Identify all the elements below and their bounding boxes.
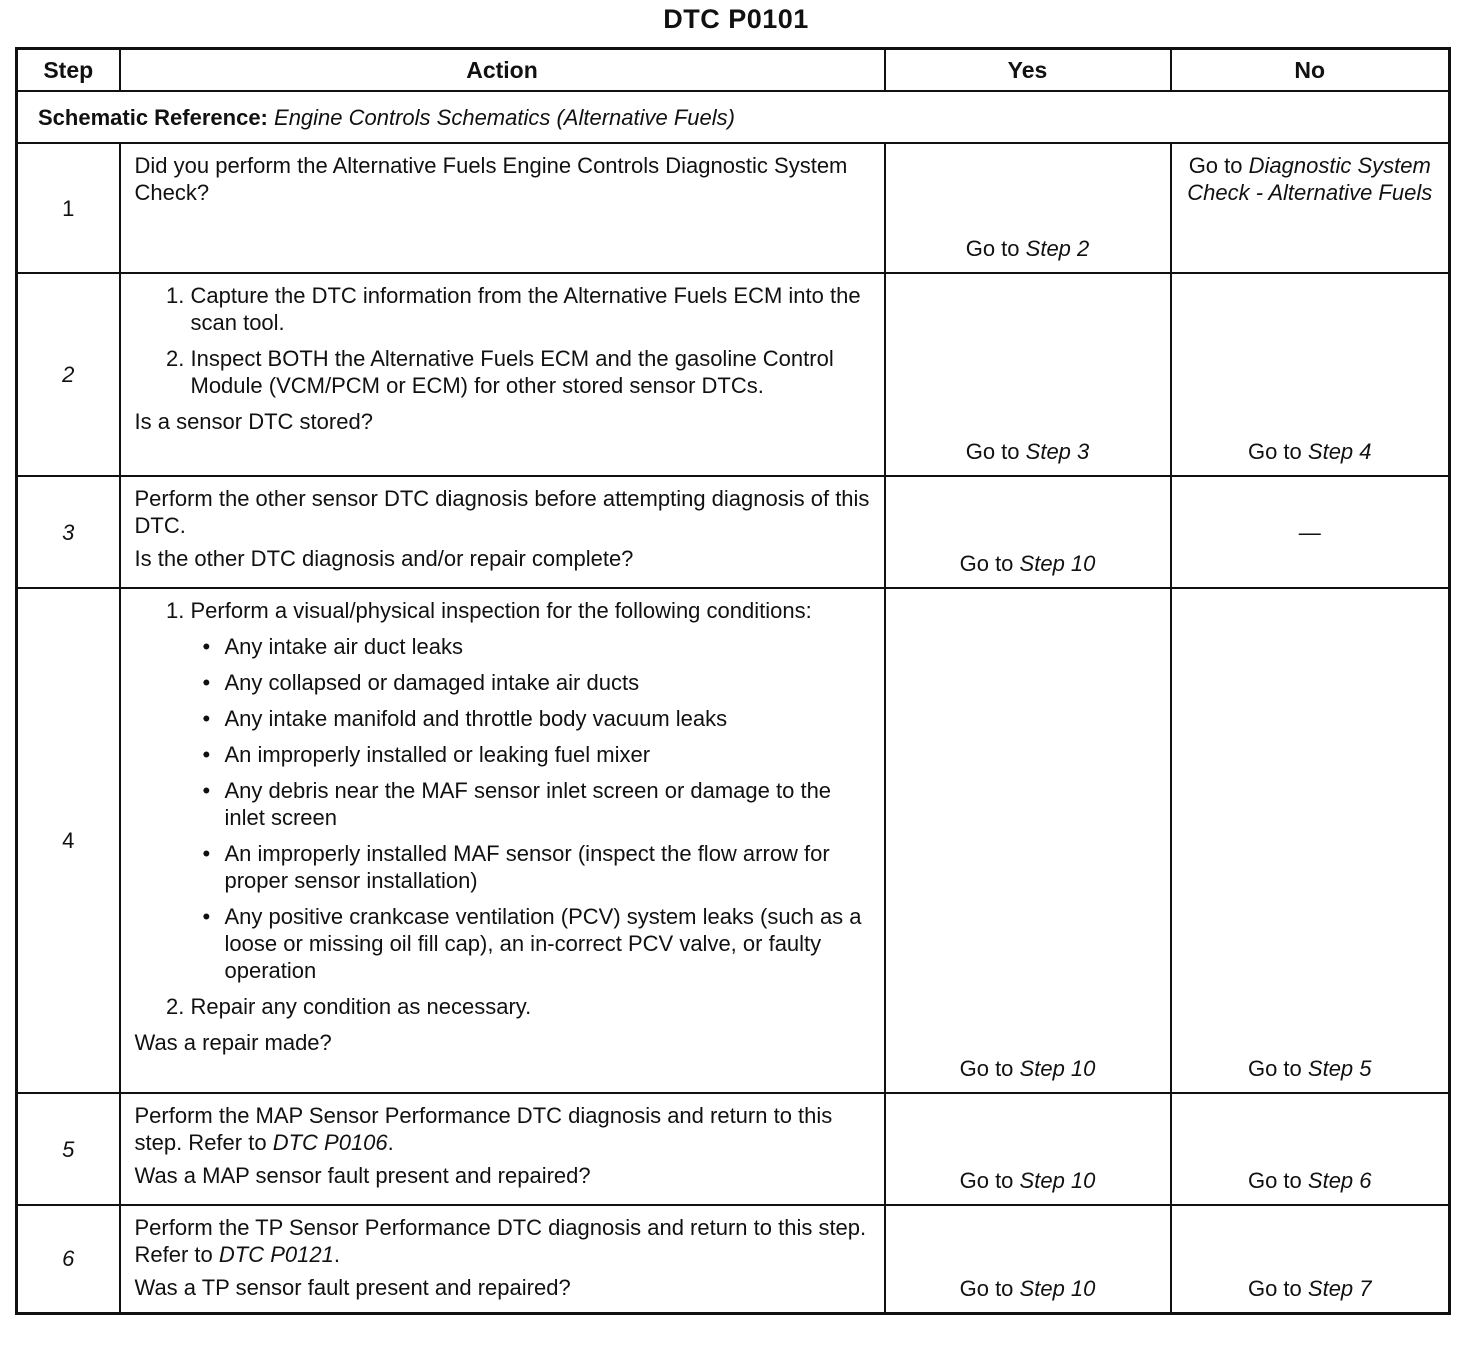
yes-link[interactable]: Step 2	[1025, 236, 1090, 261]
yes-link[interactable]: Step 10	[1019, 1168, 1096, 1193]
action-body: Perform the MAP Sensor Performance DTC diagnosis and return to this step. Refer to	[134, 1103, 833, 1155]
action-text	[135, 1214, 872, 1268]
action-item: 2. Inspect BOTH the Alternative Fuels ECM and the gasoline Control Module (VCM/PCM or ECM) for other stored sensor DTCs.	[191, 345, 872, 399]
diagnostic-table	[15, 47, 1451, 1315]
no-link[interactable]: Step 6	[1307, 1168, 1372, 1193]
condition-list	[191, 633, 872, 984]
condition-item: • An improperly installed MAF sensor (inspect the flow arrow for proper sensor installation)	[225, 840, 872, 894]
yes-link[interactable]: Step 10	[1019, 1056, 1096, 1081]
condition-item: • Any debris near the MAF sensor inlet screen or damage to the inlet screen	[225, 777, 872, 831]
goto-text: Go to	[965, 236, 1020, 261]
goto-text: Go to	[959, 551, 1014, 576]
no-cell	[1171, 1205, 1450, 1313]
table-row	[17, 588, 1450, 1093]
condition-item: • Any intake manifold and throttle body vacuum leaks	[225, 705, 872, 732]
action-text	[135, 1102, 872, 1156]
step-number: 4	[17, 588, 120, 1093]
page-title: DTC P0101	[663, 4, 809, 34]
yes-link[interactable]: Step 10	[1019, 551, 1096, 576]
action-item: 1. Capture the DTC information from the Alternative Fuels ECM into the scan tool.	[191, 282, 872, 336]
step-number: 3	[17, 476, 120, 588]
yes-cell	[885, 1205, 1171, 1313]
schematic-row	[17, 91, 1450, 143]
action-cell	[120, 143, 885, 273]
schematic-link[interactable]: Engine Controls Schematics (Alternative Fuels)	[274, 104, 735, 130]
action-cell	[120, 1205, 885, 1313]
question-text: Was a TP sensor fault present and repaired?	[134, 1275, 571, 1300]
schematic-label: Schematic Reference:	[38, 104, 268, 130]
yes-cell	[885, 476, 1171, 588]
action-list	[135, 282, 872, 399]
goto-text: Go to	[965, 439, 1020, 464]
step-number: 6	[17, 1205, 120, 1313]
goto-text: Go to	[1247, 439, 1302, 464]
reference-link[interactable]: DTC P0106	[272, 1130, 388, 1155]
no-cell	[1171, 143, 1450, 273]
yes-link[interactable]: Step 10	[1019, 1275, 1096, 1301]
header-action: Action	[120, 49, 885, 92]
no-link[interactable]: Step 7	[1307, 1275, 1372, 1301]
period: .	[333, 1242, 340, 1267]
action-cell	[120, 476, 885, 588]
condition-item: • Any positive crankcase ventilation (PCV) system leaks (such as a loose or missing oil fill cap), an in-correct PCV valve, or faulty operation	[225, 903, 872, 984]
yes-link[interactable]: Step 3	[1025, 439, 1090, 464]
no-link[interactable]: Step 5	[1307, 1056, 1372, 1081]
action-item	[191, 597, 872, 984]
goto-text: Go to	[959, 1275, 1014, 1301]
yes-cell	[885, 588, 1171, 1093]
question-text: Is the other DTC diagnosis and/or repair complete?	[134, 546, 634, 571]
table-row	[17, 1093, 1450, 1205]
step-number: 1	[17, 143, 120, 273]
yes-cell	[885, 143, 1171, 273]
yes-cell	[885, 1093, 1171, 1205]
goto-text: Go to	[1247, 1056, 1302, 1081]
header-yes: Yes	[885, 49, 1171, 92]
no-cell	[1171, 476, 1450, 588]
goto-text: Go to	[959, 1168, 1014, 1193]
table-row	[17, 143, 1450, 273]
step-number: 2	[17, 273, 120, 476]
no-cell	[1171, 273, 1450, 476]
condition-item: • Any intake air duct leaks	[225, 633, 872, 660]
action-text: Did you perform the Alternative Fuels Engine Controls Diagnostic System Check?	[134, 153, 848, 205]
reference-link[interactable]: DTC P0121	[218, 1242, 334, 1267]
goto-text: Go to	[959, 1056, 1014, 1081]
action-cell	[120, 273, 885, 476]
no-link[interactable]: Step 4	[1307, 439, 1372, 464]
goto-text: Go to	[1188, 153, 1243, 178]
action-body: Perform the TP Sensor Performance DTC diagnosis and return to this step. Refer to	[134, 1215, 867, 1267]
condition-item: • Any collapsed or damaged intake air ducts	[225, 669, 872, 696]
yes-cell	[885, 273, 1171, 476]
question-text: Was a MAP sensor fault present and repaired?	[134, 1163, 591, 1188]
step-number: 5	[17, 1093, 120, 1205]
action-cell	[120, 588, 885, 1093]
question-text: Is a sensor DTC stored?	[134, 409, 373, 434]
header-step: Step	[17, 49, 120, 92]
period: .	[387, 1130, 394, 1155]
action-item-text: Perform a visual/physical inspection for the following conditions:	[190, 598, 812, 623]
schematic-reference	[17, 91, 1450, 143]
goto-text: Go to	[1247, 1275, 1302, 1301]
no-link[interactable]: Diagnostic System Check - Alternative Fuels	[1187, 153, 1433, 205]
action-list	[135, 597, 872, 1020]
action-cell	[120, 1093, 885, 1205]
goto-text: Go to	[1247, 1168, 1302, 1193]
question-text: Was a repair made?	[134, 1030, 332, 1055]
table-row	[17, 476, 1450, 588]
action-item: 2. Repair any condition as necessary.	[191, 993, 872, 1020]
condition-item: • An improperly installed or leaking fuel mixer	[225, 741, 872, 768]
header-no: No	[1171, 49, 1450, 92]
action-text: Perform the other sensor DTC diagnosis before attempting diagnosis of this DTC.	[134, 486, 870, 538]
table-row	[17, 1205, 1450, 1313]
no-cell	[1171, 1093, 1450, 1205]
header-row	[17, 49, 1450, 92]
no-dash: —	[1298, 519, 1321, 545]
no-cell	[1171, 588, 1450, 1093]
table-row	[17, 273, 1450, 476]
